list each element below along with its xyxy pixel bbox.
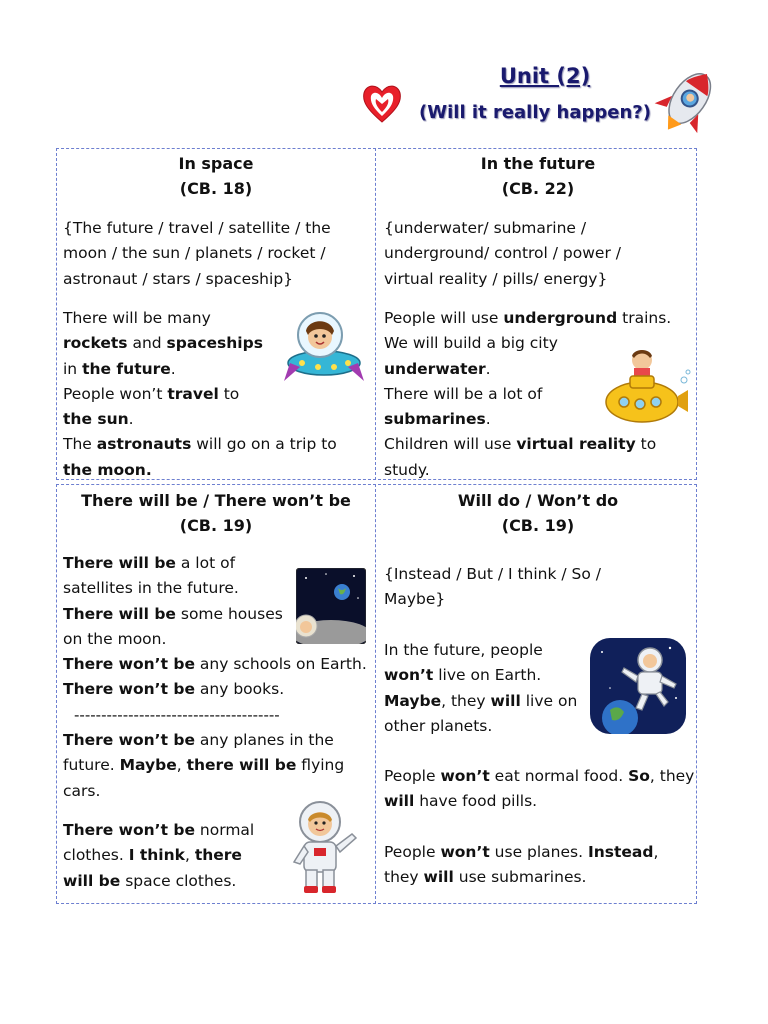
sentence-line: In the future, people bbox=[384, 641, 543, 659]
vocab-line: {The future / travel / satellite / the bbox=[63, 219, 331, 237]
vocab-line: {Instead / But / I think / So / bbox=[384, 565, 602, 583]
moon-earth-astronaut-illustration bbox=[296, 568, 366, 644]
vocab-line: {underwater/ submarine / bbox=[384, 219, 587, 237]
sentence-line: There won’t be normal bbox=[63, 821, 255, 839]
section-reference: (CB. 19) bbox=[501, 516, 575, 535]
sentence-line: in the future. bbox=[63, 359, 176, 378]
heart-flag-icon bbox=[360, 80, 404, 126]
sentence-line: underwater. bbox=[384, 359, 491, 378]
sentence-line: There will be many bbox=[63, 309, 211, 327]
sentence-line: People won’t eat normal food. So, they bbox=[384, 767, 695, 785]
sentence-line: There won’t be any planes in the bbox=[63, 731, 334, 749]
vocab-line: moon / the sun / planets / rocket / bbox=[63, 244, 326, 263]
sentence-line: future. Maybe, there will be flying bbox=[63, 756, 345, 775]
will-do-sentences-b bbox=[384, 764, 694, 815]
sentence-line: People won’t travel to bbox=[63, 384, 240, 403]
sentence-line: There won’t be any schools on Earth. bbox=[63, 655, 367, 674]
section-title: There will be / There won’t be bbox=[81, 491, 351, 510]
there-will-be-heading bbox=[60, 488, 372, 538]
vocab-line: underground/ control / power / bbox=[384, 244, 621, 263]
sentence-line: There won’t be any books. bbox=[63, 680, 285, 699]
sentence-line: will have food pills. bbox=[384, 792, 538, 811]
will-do-heading bbox=[382, 488, 694, 538]
astronaut-illustration bbox=[288, 798, 360, 896]
section-title: In space bbox=[178, 154, 254, 173]
in-space-vocabulary bbox=[63, 216, 331, 292]
in-the-future-heading bbox=[382, 151, 694, 201]
sentence-line: People won’t use planes. Instead, bbox=[384, 843, 659, 861]
sentence-line: cars. bbox=[63, 781, 101, 800]
submarine-illustration bbox=[604, 346, 692, 426]
will-do-sentences-c bbox=[384, 840, 658, 891]
sentence-line: the moon. bbox=[63, 460, 152, 479]
sentence-line: will be space clothes. bbox=[63, 871, 237, 890]
sentence-line: Children will use virtual reality to bbox=[384, 435, 657, 454]
section-reference: (CB. 18) bbox=[179, 179, 253, 198]
sentence-line: satellites in the future. bbox=[63, 579, 239, 598]
section-title: Will do / Won’t do bbox=[457, 491, 619, 510]
section-reference: (CB. 19) bbox=[179, 516, 253, 535]
sentence-line: There will be a lot of bbox=[384, 384, 543, 403]
section-title: In the future bbox=[480, 154, 596, 173]
in-the-future-vocabulary bbox=[384, 216, 621, 292]
there-will-be-sentences-b bbox=[63, 728, 344, 804]
there-will-be-sentences-c bbox=[63, 818, 254, 894]
floating-astronaut-illustration bbox=[590, 638, 686, 734]
vocab-line: Maybe} bbox=[384, 590, 446, 609]
dashed-separator: -------------------------------------- bbox=[74, 706, 280, 724]
sentence-line: won’t live on Earth. bbox=[384, 666, 542, 685]
astronaut-in-spaceship-illustration bbox=[284, 305, 364, 383]
will-do-sentences-a bbox=[384, 638, 577, 739]
sentence-line: People will use underground trains. bbox=[384, 309, 672, 327]
rocket-icon bbox=[648, 66, 728, 136]
will-do-vocabulary bbox=[384, 562, 601, 613]
sentence-line: The astronauts will go on a trip to bbox=[63, 435, 337, 454]
sentence-line: on the moon. bbox=[63, 629, 167, 648]
sentence-line: We will build a big city bbox=[384, 334, 558, 353]
sentence-line: There will be a lot of bbox=[63, 554, 236, 572]
sentence-line: clothes. I think, there bbox=[63, 846, 242, 865]
sentence-line: rockets and spaceships bbox=[63, 334, 263, 353]
unit-title: Unit (2) bbox=[499, 64, 591, 88]
unit-subtitle: (Will it really happen?) bbox=[419, 102, 651, 123]
vocab-line: astronaut / stars / spaceship} bbox=[63, 269, 294, 288]
section-reference: (CB. 22) bbox=[501, 179, 575, 198]
title-block bbox=[360, 62, 740, 142]
sentence-line: they will use submarines. bbox=[384, 868, 587, 887]
sentence-line: the sun. bbox=[63, 410, 134, 429]
sentence-line: study. bbox=[384, 460, 430, 479]
sentence-line: other planets. bbox=[384, 716, 493, 735]
sentence-line: There will be some houses bbox=[63, 604, 283, 623]
sentence-line: Maybe, they will live on bbox=[384, 691, 578, 710]
sentence-line: submarines. bbox=[384, 410, 491, 429]
in-space-heading bbox=[60, 151, 372, 201]
vocab-line: virtual reality / pills/ energy} bbox=[384, 269, 608, 288]
